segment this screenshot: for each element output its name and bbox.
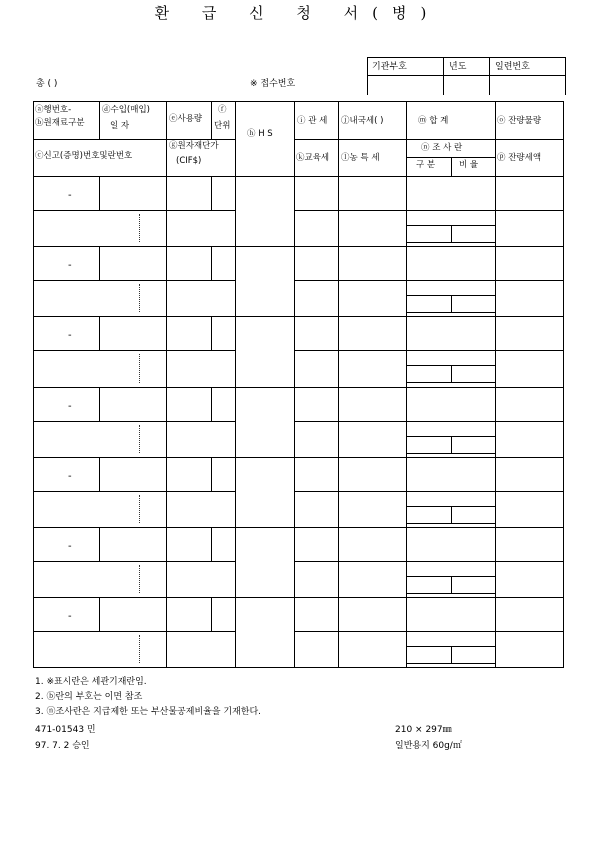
header-rural-tax: ⓛ농 특 세 xyxy=(341,153,380,163)
agency-code-field[interactable] xyxy=(371,77,439,93)
paper-size: 210 × 297㎜ xyxy=(395,725,452,735)
row-number-dash: - xyxy=(68,330,72,341)
header-customs-duty: ⓘ 관 세 xyxy=(297,116,328,126)
header-usage-amount: ⓔ사용량 xyxy=(169,114,203,124)
header-unit-price: ⓖ원자재단가 xyxy=(169,141,219,151)
header-remaining-quantity: ⓞ 잔량물량 xyxy=(497,116,542,126)
header-import-date-sub: 일 자 xyxy=(110,121,130,131)
row-number-dash: - xyxy=(68,611,72,622)
header-hs: ⓗ H S xyxy=(247,129,273,139)
header-investigation-ratio: 비 율 xyxy=(459,160,479,170)
row-number-dash: - xyxy=(68,541,72,552)
row-number-dash: - xyxy=(68,260,72,271)
agency-code-label: 기관부호 xyxy=(372,62,407,72)
header-domestic-tax: ⓙ내국세( ) xyxy=(341,116,384,126)
note-3: 3. ⓝ조사란은 지급제한 또는 부산물공제비율을 기재한다. xyxy=(35,707,262,717)
header-unit-mark: ⓕ xyxy=(218,105,227,115)
header-investigation: ⓝ 조 사 란 xyxy=(421,143,463,153)
paper-type: 일반용지 60g/㎡ xyxy=(395,741,462,751)
header-unit-price-cif: (CIF$) xyxy=(176,156,202,166)
year-field[interactable] xyxy=(447,77,485,93)
serial-number-label: 일련번호 xyxy=(495,62,530,72)
form-title: 환 급 신 청 서(병) xyxy=(154,4,441,22)
header-unit: 단위 xyxy=(214,121,231,131)
row-number-dash: - xyxy=(68,401,72,412)
year-label: 년도 xyxy=(449,62,467,72)
note-2: 2. ⓑ란의 부호는 이면 참조 xyxy=(35,692,143,702)
header-investigation-category: 구 분 xyxy=(416,160,436,170)
total-count-label: 총 ( ) xyxy=(36,79,58,89)
header-total: ⓜ 합 계 xyxy=(418,116,449,126)
header-import-date: ⓓ수입(매입) xyxy=(102,105,150,115)
header-remaining-tax: ⓟ 잔량세액 xyxy=(497,153,542,163)
note-1: 1. ※표시란은 세관기재란임. xyxy=(35,677,147,687)
form-number: 471-01543 민 xyxy=(35,725,96,735)
header-education-tax: ⓚ교육세 xyxy=(296,153,330,163)
header-declaration-number: ⓒ신고(증명)번호및란번호 xyxy=(35,151,133,161)
header-row-number: ⓐ행번호- xyxy=(35,105,72,115)
row-number-dash: - xyxy=(68,471,72,482)
approval-date: 97. 7. 2 승인 xyxy=(35,741,90,751)
row-number-dash: - xyxy=(68,190,72,201)
receipt-number-label: ※ 접수번호 xyxy=(250,79,296,89)
header-material-type: ⓑ원재료구분 xyxy=(35,118,85,128)
serial-number-field[interactable] xyxy=(493,77,561,93)
